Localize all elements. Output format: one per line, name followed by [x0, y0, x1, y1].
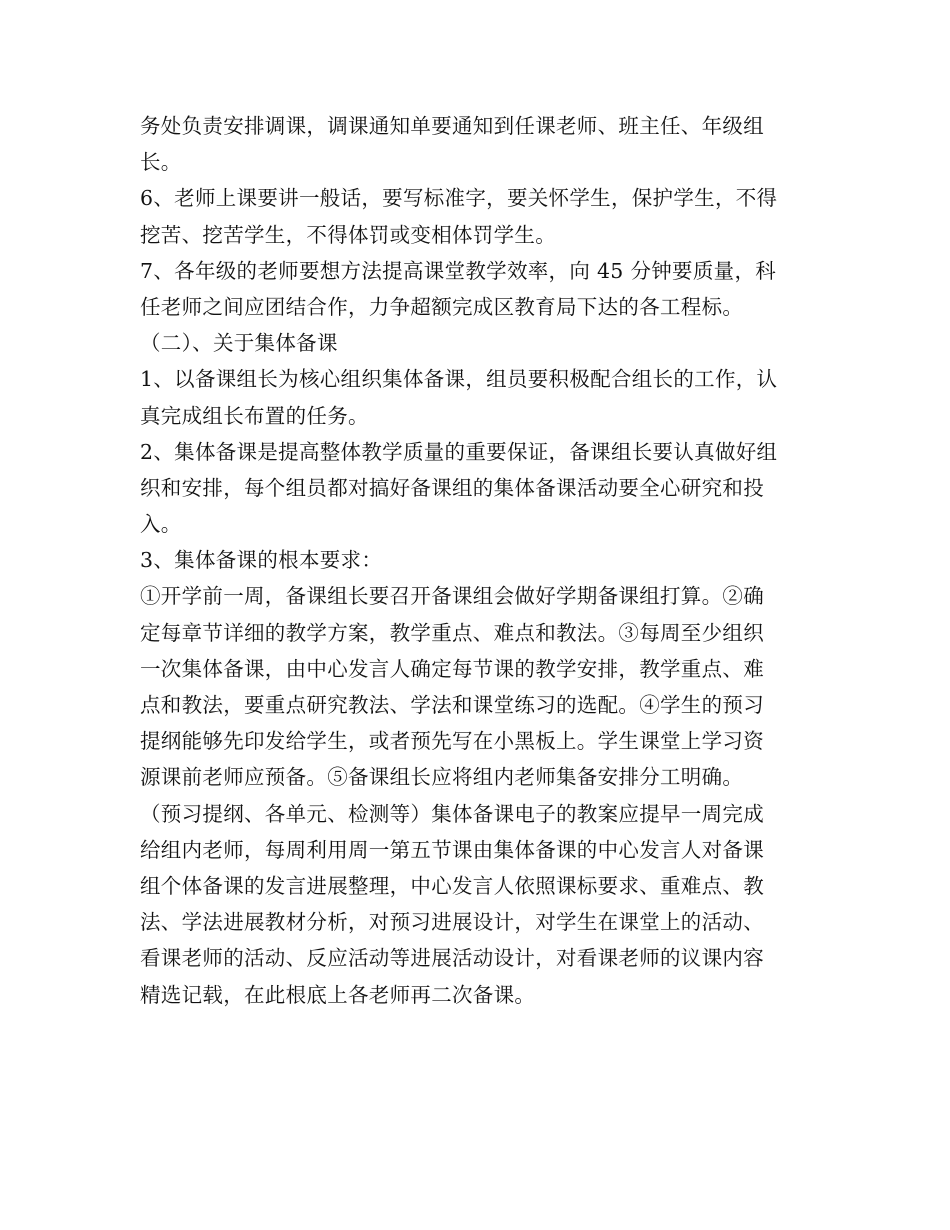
- text-line: 真完成组长布置的任务。: [140, 403, 369, 428]
- text-line: 长。: [140, 150, 182, 175]
- text-line: 入。: [140, 512, 182, 537]
- text-line: 挖苦、挖苦学生，不得体罚或变相体罚学生。: [140, 222, 556, 247]
- text-line: 给组内老师，每周利用周一第五节课由集体备课的中心发言人对备课: [140, 837, 764, 862]
- text-line: 一次集体备课，由中心发言人确定每节课的教学安排，教学重点、难: [140, 656, 764, 681]
- text-line: 7、各年级的老师要想方法提高课堂教学效率，向 45 分钟要质量，科: [140, 258, 777, 283]
- text-line: 6、老师上课要讲一般话，要写标准字，要关怀学生，保护学生，不得: [140, 186, 778, 211]
- text-line: 定每章节详细的教学方案，教学重点、难点和教法。③每周至少组织: [140, 620, 764, 645]
- text-line: 点和教法，要重点研究教法、学法和课堂练习的选配。④学生的预习: [140, 693, 764, 717]
- text-line: 组个体备课的发言进展整理，中心发言人依照课标要求、重难点、教: [140, 873, 764, 898]
- text-line: 法、学法进展教材分析，对预习进展设计，对学生在课堂上的活动、: [140, 910, 764, 935]
- document-body: [140, 108, 815, 1013]
- text-line: 织和安排，每个组员都对搞好备课组的集体备课活动要全心研究和投: [140, 475, 764, 500]
- text-line: （预习提纲、各单元、检测等）集体备课电子的教案应提早一周完成: [140, 801, 764, 826]
- text-line: 务处负责安排调课，调课通知单要通知到任课老师、班主任、年级组: [140, 114, 764, 138]
- text-line: 看课老师的活动、反应活动等进展活动设计，对看课老师的议课内容: [140, 946, 764, 971]
- text-line: 精选记载，在此根底上各老师再二次备课。: [140, 982, 536, 1007]
- text-line: 2、集体备课是提高整体教学质量的重要保证，备课组长要认真做好组: [140, 439, 778, 464]
- text-line: 提纲能够先印发给学生，或者预先写在小黑板上。学生课堂上学习资: [140, 729, 764, 754]
- text-line: 3、集体备课的根本要求：: [140, 548, 383, 573]
- text-line: ①开学前一周，备课组长要召开备课组会做好学期备课组打算。②确: [140, 584, 764, 609]
- text-line: （二）、关于集体备课: [140, 331, 338, 356]
- text-line: 源课前老师应预备。⑤备课组长应将组内老师集备安排分工明确。: [140, 765, 744, 790]
- text-line: 1、以备课组长为核心组织集体备课，组员要积极配合组长的工作，认: [140, 367, 778, 392]
- text-line: 任老师之间应团结合作，力争超额完成区教育局下达的各工程标。: [140, 294, 744, 319]
